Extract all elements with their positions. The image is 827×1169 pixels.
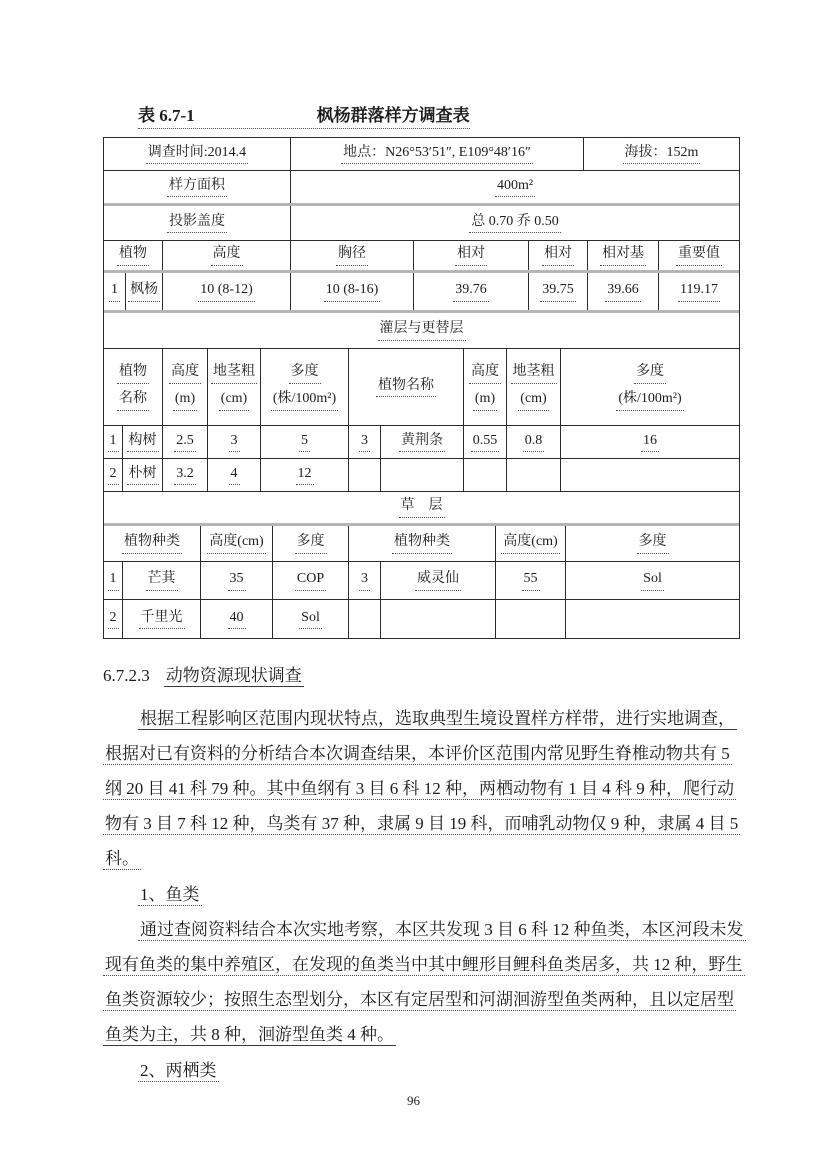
subsection-heading-amphibian: 2、两栖类 xyxy=(140,1061,217,1080)
section-number: 6.7.2.3 xyxy=(103,666,150,685)
shrub-no2-cell xyxy=(349,459,381,491)
shrub-header-name1: 植物 名称 xyxy=(104,349,163,425)
herb-banner-row xyxy=(104,492,739,526)
paragraph-line: 鱼类资源较少；按照生态型划分，本区有定居型和河湖洄游型鱼类两种，且以定居型 xyxy=(105,990,734,1009)
altitude-cell: 海拔：152m xyxy=(584,138,739,170)
herb-name2-cell: 威灵仙 xyxy=(381,562,496,599)
tree-header-rel2: 相对 xyxy=(529,241,588,270)
section-heading xyxy=(103,663,738,689)
herb-no-cell: 1 xyxy=(104,562,123,599)
shrub-stem-cell: 3 xyxy=(208,426,261,458)
paragraph-line: 纲 20 目 41 科 79 种。其中鱼纲有 3 目 6 科 12 种，两栖动物有 1 目 4 科 9 种，爬行动 xyxy=(105,779,734,798)
herb-height-cell: 40 xyxy=(201,600,273,638)
paragraph-line: 科。 xyxy=(105,849,139,868)
shrub-height2-cell: 0.55 xyxy=(464,426,507,458)
shrub-header-stem2: 地茎粗 (cm) xyxy=(507,349,561,425)
tree-header-importance: 重要值 xyxy=(659,241,739,270)
table-title-text: 枫杨群落样方调查表 xyxy=(316,106,470,125)
shrub-stem2-cell xyxy=(507,459,561,491)
shrub-name2-cell: 黄荆条 xyxy=(381,426,464,458)
herb-abundance-cell: COP xyxy=(273,562,349,599)
herb-height2-cell xyxy=(496,600,566,638)
tree-header-rel1: 相对 xyxy=(414,241,529,270)
tree-height-cell: 10 (8-12) xyxy=(163,273,291,310)
paragraph-line: 根据对已有资料的分析结合本次调查结果，本评价区范围内常见野生脊椎动物共有 5 xyxy=(105,744,730,763)
table-number-label: 表 6.7-1 xyxy=(138,106,195,125)
tree-header-plant: 植物 xyxy=(104,241,163,270)
herb-data-row xyxy=(104,600,739,638)
shrub-abundance2-cell: 16 xyxy=(561,426,739,458)
body-text xyxy=(103,663,744,1088)
herb-name-cell: 千里光 xyxy=(123,600,201,638)
herb-header-name2: 植物种类 xyxy=(349,526,496,561)
shrub-abundance2-cell xyxy=(561,459,739,491)
tree-rel1-cell: 39.76 xyxy=(414,273,529,310)
cover-label-cell: 投影盖度 xyxy=(104,206,291,240)
tree-rel2-cell: 39.75 xyxy=(529,273,588,310)
shrub-data-row xyxy=(104,426,739,459)
tree-header-row xyxy=(104,241,739,273)
shrub-no-cell: 2 xyxy=(104,459,123,491)
shrub-data-row xyxy=(104,459,739,492)
shrub-height-cell: 3.2 xyxy=(163,459,208,491)
herb-no2-cell: 3 xyxy=(349,562,381,599)
shrub-header-name2: 植物名称 xyxy=(349,349,464,425)
shrub-header-row xyxy=(104,349,739,426)
paragraph-line: 鱼类为主，共 8 种，洄游型鱼类 4 种。 xyxy=(105,1025,394,1044)
table-row-area xyxy=(104,171,739,206)
herb-banner-cell: 草 层 xyxy=(104,492,739,523)
shrub-no2-cell: 3 xyxy=(349,426,381,458)
herb-height-cell: 35 xyxy=(201,562,273,599)
shrub-banner-cell: 灌层与更替层 xyxy=(104,313,739,348)
tree-rel-base-cell: 39.66 xyxy=(588,273,659,310)
paragraph-line: 现有鱼类的集中养殖区，在发现的鱼类当中其中鲤形目鲤科鱼类居多，共 12 种，野生 xyxy=(105,955,743,974)
table-caption-inner xyxy=(138,101,470,129)
table-caption xyxy=(138,101,827,127)
table-row-info1 xyxy=(104,138,739,171)
tree-dbh-cell: 10 (8-16) xyxy=(291,273,414,310)
herb-data-row xyxy=(104,562,739,600)
tree-data-row xyxy=(104,273,739,313)
shrub-height2-cell xyxy=(464,459,507,491)
page-number: 96 xyxy=(407,1093,420,1108)
herb-header-name1: 植物种类 xyxy=(104,526,201,561)
cover-value-cell: 总 0.70 乔 0.50 xyxy=(291,206,739,240)
shrub-stem2-cell: 0.8 xyxy=(507,426,561,458)
shrub-name-cell: 构树 xyxy=(123,426,163,458)
herb-name2-cell xyxy=(381,600,496,638)
survey-table xyxy=(103,137,740,639)
shrub-header-abundance1: 多度 (株/100m²) xyxy=(261,349,349,425)
shrub-name-cell: 朴树 xyxy=(123,459,163,491)
herb-name-cell: 芒萁 xyxy=(123,562,201,599)
area-value-cell: 400m² xyxy=(291,171,739,203)
tree-name-cell: 枫杨 xyxy=(126,273,163,310)
tree-header-rel-base: 相对基 xyxy=(588,241,659,270)
herb-header-abundance1: 多度 xyxy=(273,526,349,561)
herb-header-abundance2: 多度 xyxy=(566,526,739,561)
tree-importance-cell: 119.17 xyxy=(659,273,739,310)
survey-time-cell: 调查时间:2014.4 xyxy=(104,138,291,170)
paragraph-line: 根据工程影响区范围内现状特点，选取典型生境设置样方样带，进行实地调查， xyxy=(140,709,735,728)
shrub-abundance-cell: 12 xyxy=(261,459,349,491)
subsection-heading-fish: 1、鱼类 xyxy=(140,885,200,904)
paragraph-line: 通过查阅资料结合本次实地考察，本区共发现 3 目 6 科 12 种鱼类，本区河段未发 xyxy=(140,920,744,939)
shrub-header-height2: 高度 (m) xyxy=(464,349,507,425)
paragraph-line: 物有 3 目 7 科 12 种，鸟类有 37 种，隶属 9 目 19 科，而哺乳动物仅 9 种，隶属 4 目 5 xyxy=(105,814,739,833)
table-row-cover xyxy=(104,206,739,241)
herb-no-cell: 2 xyxy=(104,600,123,638)
herb-no2-cell xyxy=(349,600,381,638)
tree-header-dbh: 胸径 xyxy=(291,241,414,270)
location-cell: 地点：N26°53′51″, E109°48′16″ xyxy=(291,138,584,170)
shrub-abundance-cell: 5 xyxy=(261,426,349,458)
herb-header-height2: 高度(cm) xyxy=(496,526,566,561)
shrub-header-height1: 高度 (m) xyxy=(163,349,208,425)
section-title: 动物资源现状调查 xyxy=(165,666,302,685)
herb-header-height1: 高度(cm) xyxy=(201,526,273,561)
shrub-header-abundance2: 多度 (株/100m²) xyxy=(561,349,739,425)
shrub-name2-cell xyxy=(381,459,464,491)
shrub-banner-row xyxy=(104,313,739,349)
shrub-height-cell: 2.5 xyxy=(163,426,208,458)
shrub-header-stem1: 地茎粗 (cm) xyxy=(208,349,261,425)
herb-header-row xyxy=(104,526,739,562)
herb-height2-cell: 55 xyxy=(496,562,566,599)
tree-no-cell: 1 xyxy=(104,273,126,310)
shrub-stem-cell: 4 xyxy=(208,459,261,491)
herb-abundance2-cell xyxy=(566,600,739,638)
herb-abundance-cell: Sol xyxy=(273,600,349,638)
tree-header-height: 高度 xyxy=(163,241,291,270)
area-label-cell: 样方面积 xyxy=(104,171,291,203)
herb-abundance2-cell: Sol xyxy=(566,562,739,599)
shrub-no-cell: 1 xyxy=(104,426,123,458)
